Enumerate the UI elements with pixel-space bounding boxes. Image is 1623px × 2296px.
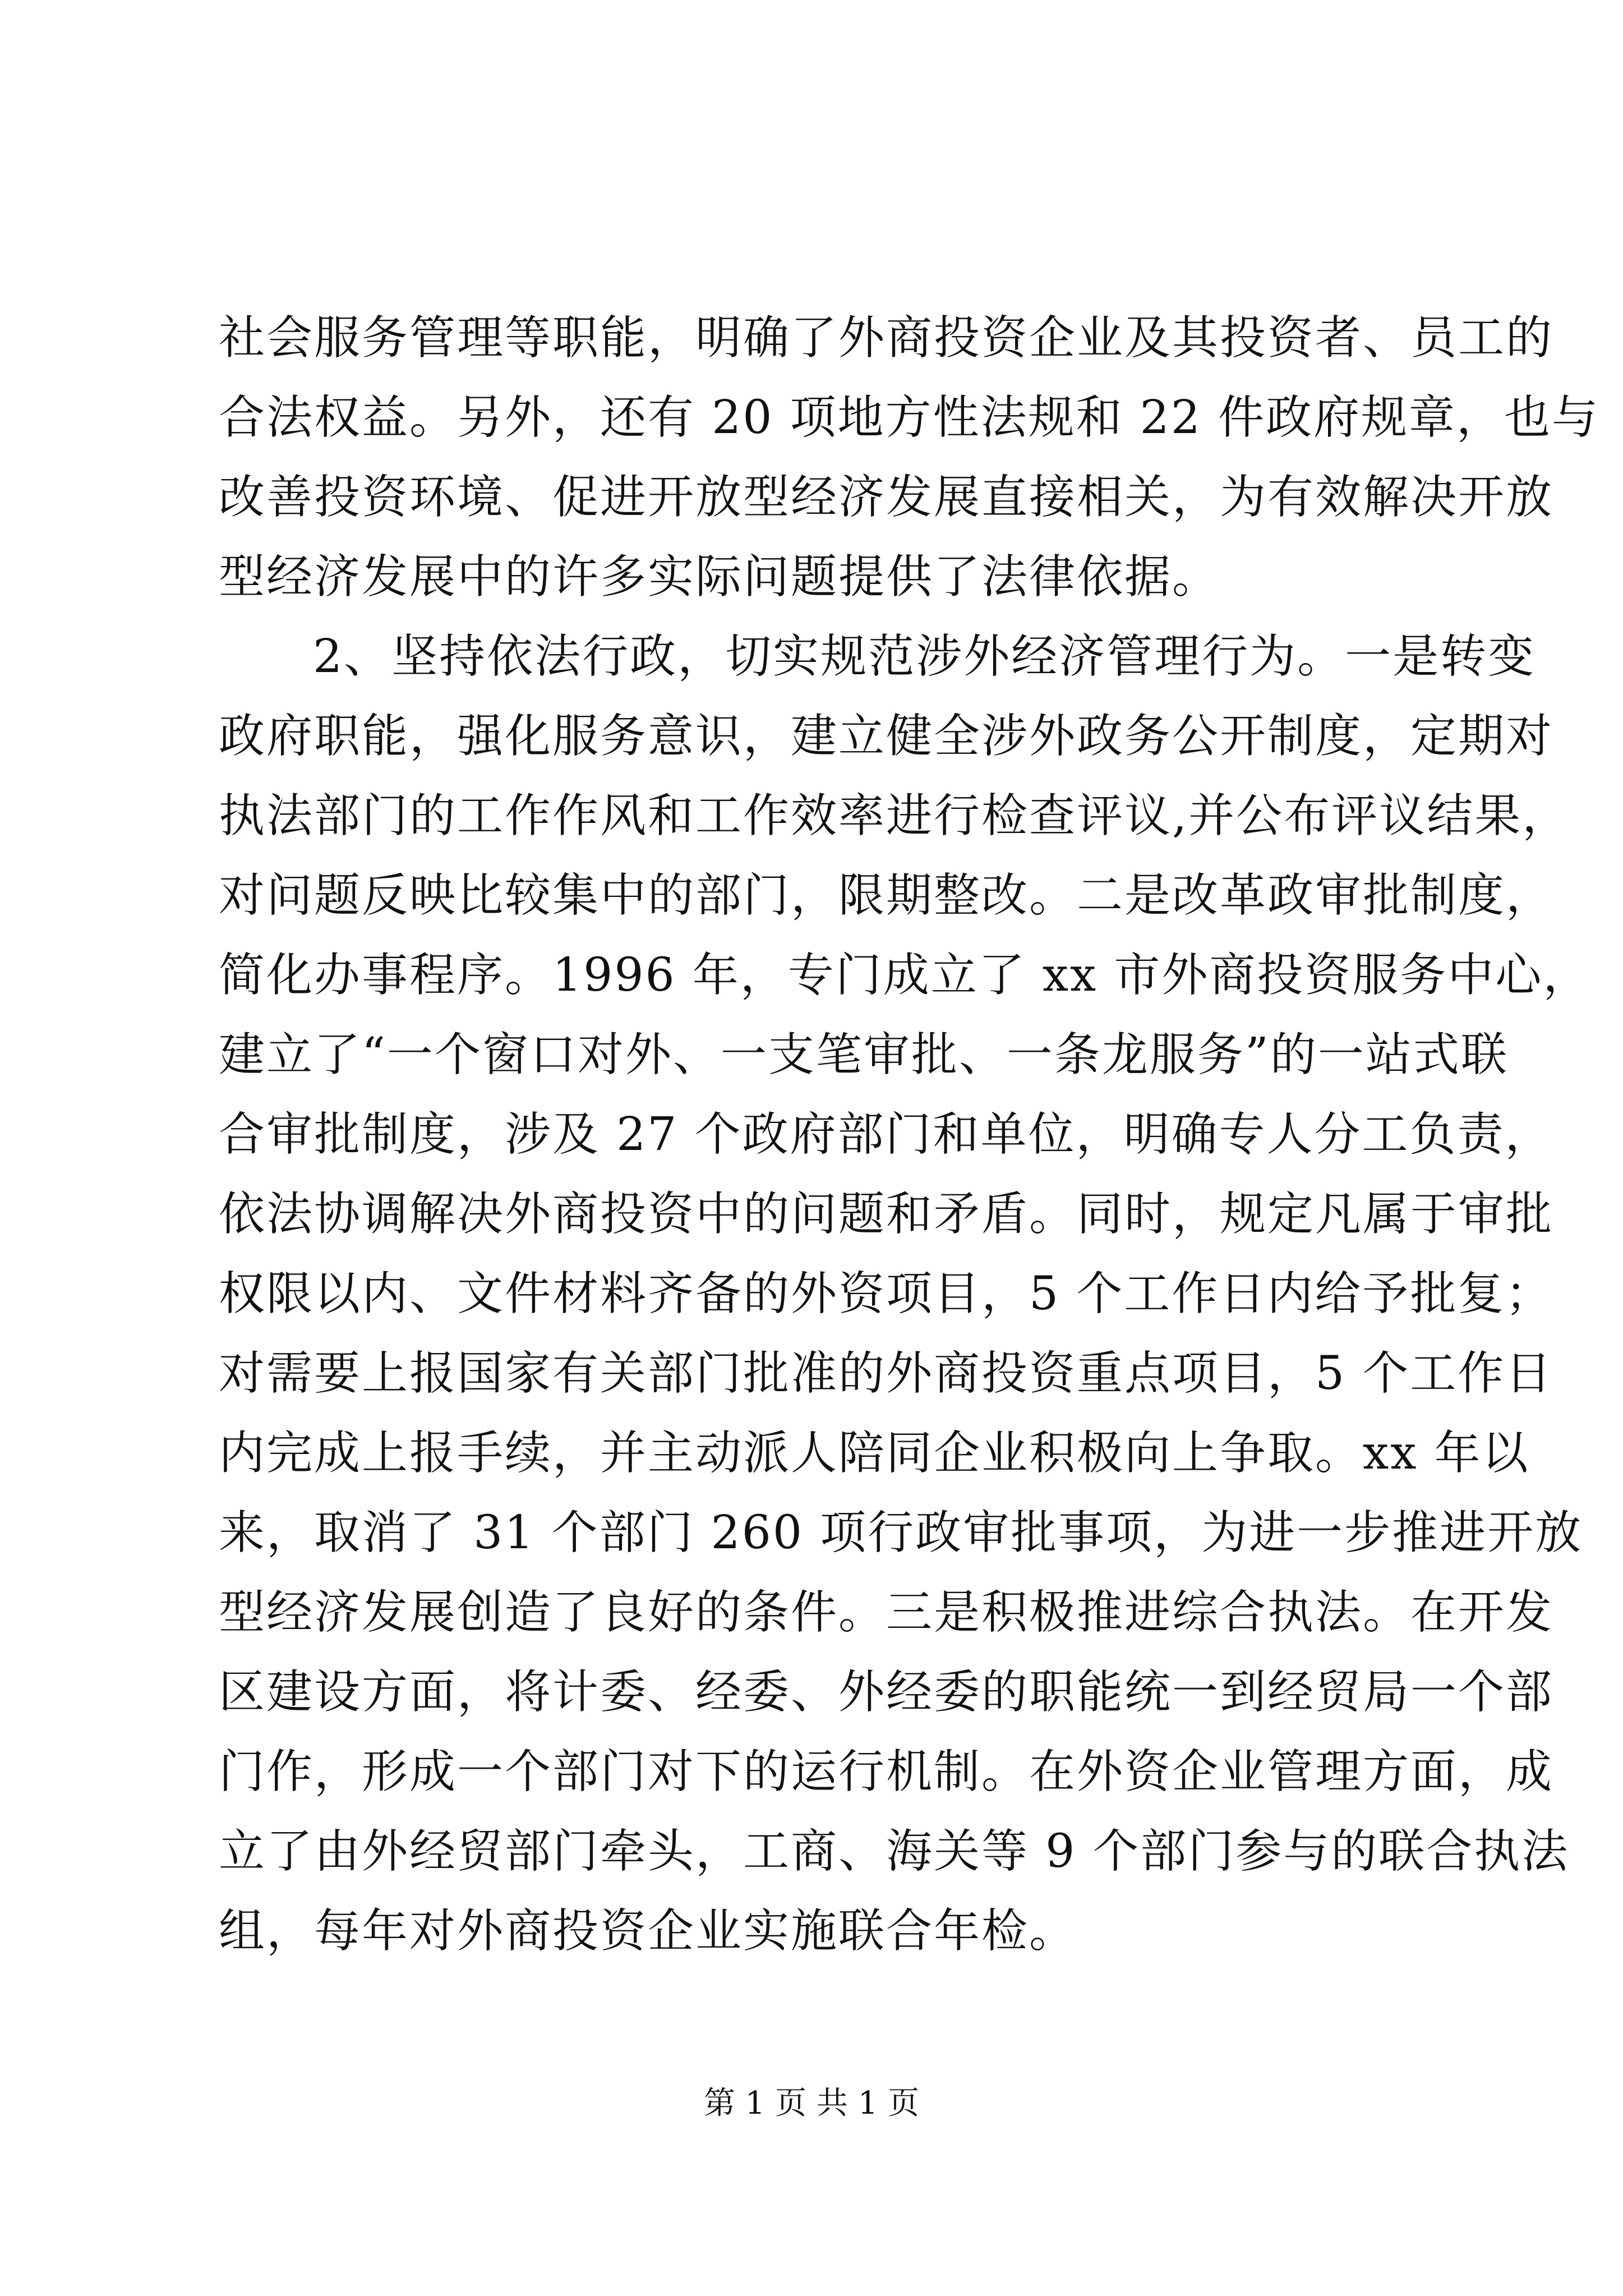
text-line: 合审批制度，涉及 27 个政府部门和单位，明确专人分工负责， [219,1108,1553,1161]
text-line: 改善投资环境、促进开放型经济发展直接相关，为有效解决开放 [219,471,1554,524]
text-line: 来，取消了 31 个部门 260 项行政审批事项，为进一步推进开放 [219,1506,1583,1559]
text-line: 合法权益。另外，还有 20 项地方性法规和 22 件政府规章，也与 [219,391,1599,444]
body-text [219,298,1599,1971]
text-line: 区建设方面，将计委、经委、外经委的职能统一到经贸局一个部 [219,1665,1554,1719]
text-line: 权限以内、文件材料齐备的外资项目，5 个工作日内给予批复； [219,1267,1553,1320]
text-line: 政府职能，强化服务意识，建立健全涉外政务公开制度，定期对 [219,710,1554,763]
text-line: 对需要上报国家有关部门批准的外商投资重点项目，5 个工作日 [219,1347,1553,1400]
text-line: 门作，形成一个部门对下的运行机制。在外资企业管理方面，成 [219,1745,1554,1798]
text-line: 执法部门的工作作风和工作效率进行检查评议,并公布评议结果， [219,789,1570,843]
text-line: 依法协调解决外商投资中的问题和矛盾。同时，规定凡属于审批 [219,1188,1554,1241]
text-line: 对问题反映比较集中的部门，限期整改。二是改革政审批制度， [219,869,1554,922]
paragraph-start-line: 2、坚持依法行政，切实规范涉外经济管理行为。一是转变 [313,630,1536,683]
text-line: 建立了“一个窗口对外、一支笔审批、一条龙服务”的一站式联 [219,1028,1509,1082]
text-line: 内完成上报手续，并主动派人陪同企业积极向上争取。xx 年以 [219,1427,1530,1480]
text-line: 型经济发展创造了良好的条件。三是积极推进综合执法。在开发 [219,1586,1554,1639]
page-footer: 第 1 页 共 1 页 [703,2085,920,2122]
text-line: 立了由外经贸部门牵头，工商、海关等 9 个部门参与的联合执法 [219,1825,1570,1878]
text-line: 组，每年对外商投资企业实施联合年检。 [219,1904,1077,1958]
text-line: 型经济发展中的许多实际问题提供了法律依据。 [219,550,1220,604]
text-line: 简化办事程序。1996 年，专门成立了 xx 市外商投资服务中心， [219,949,1591,1002]
text-line: 社会服务管理等职能，明确了外商投资企业及其投资者、员工的 [219,311,1554,365]
